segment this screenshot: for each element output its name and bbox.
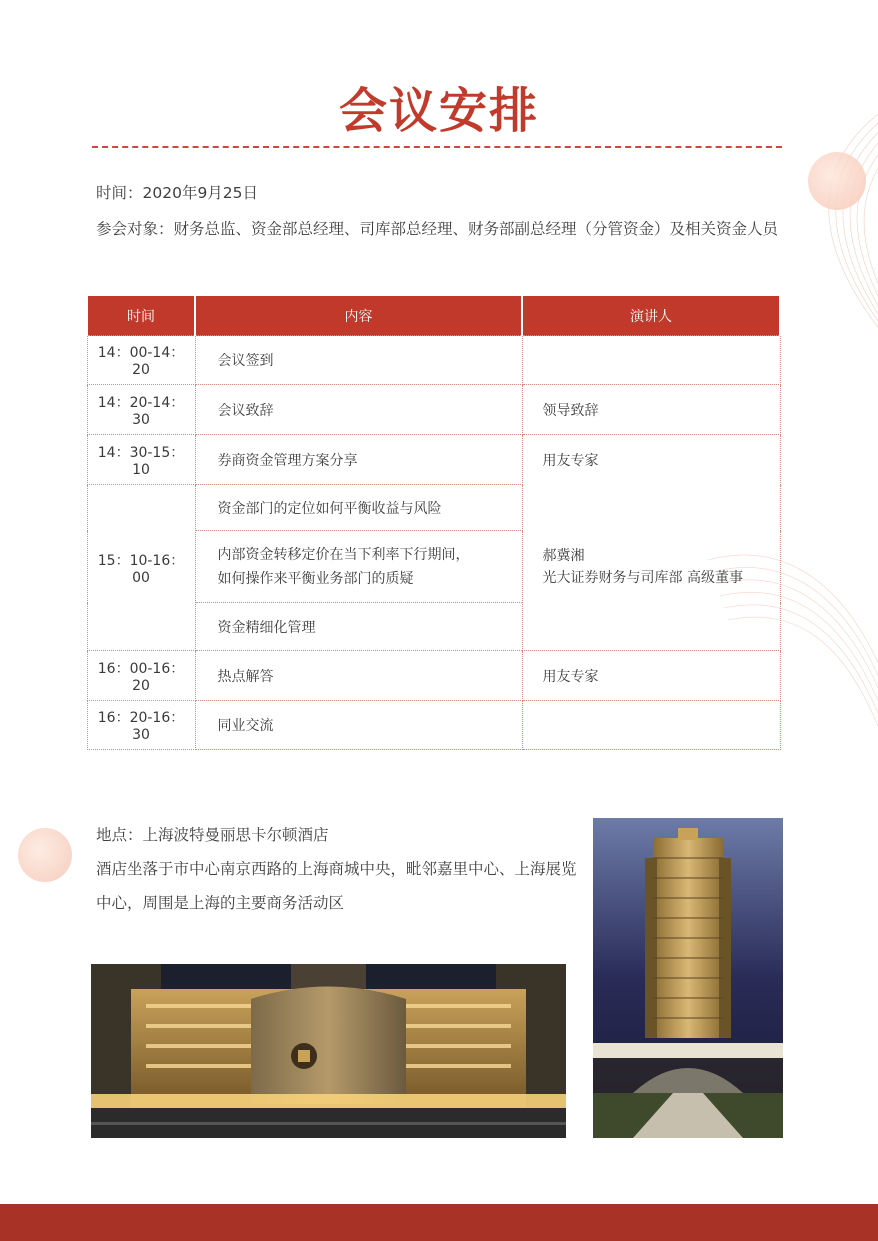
page-title: 会议安排 — [338, 83, 539, 139]
row-content: 热点解答 — [195, 651, 522, 701]
table-row — [87, 435, 780, 485]
header-content: 内容 — [195, 296, 522, 336]
content-line: 如何操作来平衡业务部门的质疑 — [217, 570, 414, 587]
row-content: 资金部门的定位如何平衡收益与风险 — [195, 485, 522, 531]
table-row — [87, 336, 780, 385]
row-time: 14：00-14：20 — [87, 336, 195, 385]
decorative-circle — [18, 828, 72, 882]
row-content — [195, 531, 522, 603]
row-speaker — [522, 701, 780, 750]
hotel-tower-photo — [593, 818, 783, 1138]
row-speaker — [522, 485, 780, 651]
table-row — [87, 485, 780, 531]
row-content: 资金精细化管理 — [195, 603, 522, 651]
row-content: 会议致辞 — [195, 385, 522, 435]
row-time: 14：20-14：30 — [87, 385, 195, 435]
header-time: 时间 — [87, 296, 195, 336]
row-content: 会议签到 — [195, 336, 522, 385]
row-speaker — [522, 336, 780, 385]
table-row — [87, 701, 780, 750]
title-divider — [92, 146, 782, 148]
row-time: 14：30-15：10 — [87, 435, 195, 485]
row-speaker: 用友专家 — [522, 435, 780, 485]
header-speaker: 演讲人 — [522, 296, 780, 336]
footer-bar — [0, 1204, 878, 1241]
content-line: 内部资金转移定价在当下利率下行期间， — [217, 546, 470, 563]
speaker-title: 光大证券财务与司库部 高级董事 — [542, 570, 743, 587]
venue-description: 酒店坐落于市中心南京西路的上海商城中央，毗邻嘉里中心、上海展览中心，周围是上海的主要商务活动区 — [96, 860, 577, 912]
row-content: 同业交流 — [195, 701, 522, 750]
venue-name: 地点：上海波特曼丽思卡尔顿酒店 — [96, 826, 329, 844]
speaker-name: 郝冀湘 — [542, 548, 585, 565]
decorative-circle — [808, 152, 866, 210]
table-header-row — [87, 296, 780, 336]
row-time: 16：00-16：20 — [87, 651, 195, 701]
row-time: 15：10-16：00 — [87, 485, 195, 651]
hotel-mall-photo — [91, 964, 566, 1138]
event-audience: 参会对象：财务总监、资金部总经理、司库部总经理、财务部副总经理（分管资金）及相关资金人员 — [96, 220, 779, 238]
table-row — [87, 651, 780, 701]
row-speaker: 领导致辞 — [522, 385, 780, 435]
schedule-table — [86, 296, 781, 750]
row-speaker: 用友专家 — [522, 651, 780, 701]
row-time: 16：20-16：30 — [87, 701, 195, 750]
event-time: 时间：2020年9月25日 — [96, 184, 259, 202]
table-row — [87, 385, 780, 435]
row-content: 券商资金管理方案分享 — [195, 435, 522, 485]
